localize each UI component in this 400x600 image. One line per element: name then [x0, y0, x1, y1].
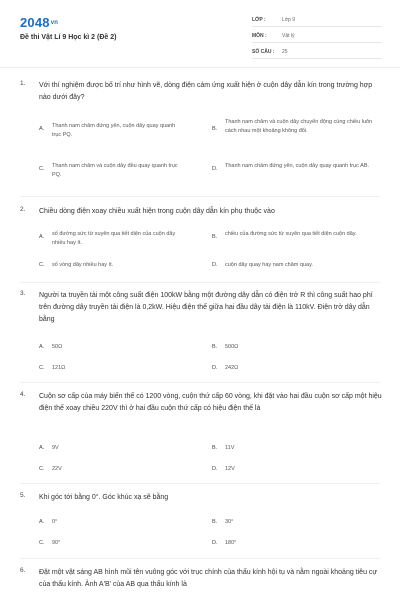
option-letter: C.	[39, 166, 45, 172]
meta-label: SỐ CÂU :	[252, 49, 275, 55]
option-letter: D.	[212, 262, 218, 268]
meta-label: LỚP :	[252, 17, 266, 23]
logo-text: 2048	[20, 15, 50, 30]
option-letter: C.	[39, 466, 45, 472]
question-divider	[20, 196, 380, 197]
option-text: số đường sức từ xuyên qua tiết diện của cuộn dây nhiều hay ít.	[52, 231, 176, 246]
option-text: Thanh nam châm và cuộn dây đều quay quanh trục PQ.	[52, 163, 178, 178]
meta-value: Lớp 9	[282, 17, 296, 23]
question-number: 2.	[20, 206, 26, 213]
option-letter: D.	[212, 540, 218, 546]
option-text: 22V	[52, 466, 62, 472]
site-logo[interactable]	[20, 15, 58, 30]
meta-row-count	[252, 46, 382, 59]
option-text: 242Ω	[225, 365, 239, 371]
header	[0, 0, 400, 72]
option-text: 90°	[52, 540, 61, 546]
question-number: 6.	[20, 567, 26, 574]
option-text: Thanh nam châm đứng yên, cuộn dây quay quanh trục AB.	[225, 163, 370, 169]
question-text: Chiều dòng điện xoay chiều xuất hiện trong cuộn dây dẫn kín phụ thuộc vào	[39, 208, 275, 215]
option-text: 11V	[225, 445, 235, 451]
option-text: 121Ω	[52, 365, 66, 371]
option-letter: D.	[212, 365, 218, 371]
option-letter: B.	[212, 445, 218, 451]
option-letter: C.	[39, 540, 45, 546]
option-text: 9V	[52, 445, 59, 451]
option-letter: A.	[39, 126, 45, 132]
option-letter: C.	[39, 365, 45, 371]
option-text: 12V	[225, 466, 235, 472]
question-divider	[20, 282, 380, 283]
meta-value: 25	[282, 49, 288, 55]
option-text: 0°	[52, 519, 58, 525]
page-title: Đề thi Vật Lí 9 Học kì 2 (Đề 2)	[20, 34, 117, 41]
question-number: 1.	[20, 80, 26, 87]
option-text: 180°	[225, 540, 237, 546]
question-text: Cuộn sơ cấp của máy biến thế có 1200 vòng, cuộn thứ cấp 60 vòng, khi đặt vào hai đầu cuộn sơ cấp một hiệu điện thế xoay chiều 220V thì ở hai đầu cuộn thứ cấp có hiệu điện thế là	[39, 393, 382, 412]
option-letter: A.	[39, 519, 45, 525]
option-letter: D.	[212, 166, 218, 172]
question-text: Người ta truyền tải một công suất điện 100kW bằng một đường dây dẫn có điện trở R thì công suất hao phí trên đường dây truyền tải điện là 0,2kW. Hiệu điện thế giữa hai đầu dây tải điện là 110kV. Điện trở dây dẫn bằng	[39, 292, 373, 323]
option-letter: B.	[212, 519, 218, 525]
question-number: 3.	[20, 290, 26, 297]
option-text: 50Ω	[52, 344, 63, 350]
option-text: chiều của đường sức từ xuyên qua tiết diện cuộn dây.	[225, 231, 357, 237]
option-letter: D.	[212, 466, 218, 472]
option-letter: C.	[39, 262, 45, 268]
meta-value: Vật lý	[282, 33, 295, 39]
option-text: 500Ω	[225, 344, 239, 350]
logo-suffix: vn	[50, 20, 59, 26]
meta-row-class	[252, 14, 382, 27]
question-divider	[20, 382, 380, 383]
question-divider	[20, 483, 380, 484]
option-text: số vòng dây nhiều hay ít.	[52, 262, 114, 268]
question-text: Khi góc tới bằng 0°. Góc khúc xạ sẽ bằng	[39, 494, 169, 501]
header-divider	[0, 67, 400, 68]
option-letter: B.	[212, 126, 218, 132]
option-text: 30°	[225, 519, 234, 525]
option-letter: A.	[39, 344, 45, 350]
meta-row-subject	[252, 30, 382, 43]
option-letter: B.	[212, 234, 218, 240]
question-number: 4.	[20, 391, 26, 398]
question-text: Với thí nghiệm được bố trí như hình vẽ, dòng điện cảm ứng xuất hiện ở cuộn dây dẫn kín trong trường hợp nào dưới đây?	[39, 82, 373, 101]
option-text: Thanh nam châm và cuộn dây chuyển động cùng chiều luôn cách nhau một khoảng không đổi.	[225, 119, 373, 134]
option-letter: A.	[39, 234, 45, 240]
option-text: cuộn dây quay hay nam châm quay.	[225, 262, 313, 268]
exam-meta	[252, 14, 382, 62]
question-number: 5.	[20, 492, 26, 499]
meta-label: MÔN :	[252, 33, 267, 39]
question-text: Đặt một vật sáng AB hình mũi tên vuông góc với trục chính của thấu kính hội tụ và nằm ngoài khoảng tiêu cự của thấu kính. Ảnh A'B' của AB qua thấu kính là	[39, 569, 378, 588]
option-letter: B.	[212, 344, 218, 350]
question-divider	[20, 558, 380, 559]
option-text: Thanh nam châm đứng yên, cuộn dây quay quanh trục PQ.	[52, 123, 176, 138]
option-letter: A.	[39, 445, 45, 451]
